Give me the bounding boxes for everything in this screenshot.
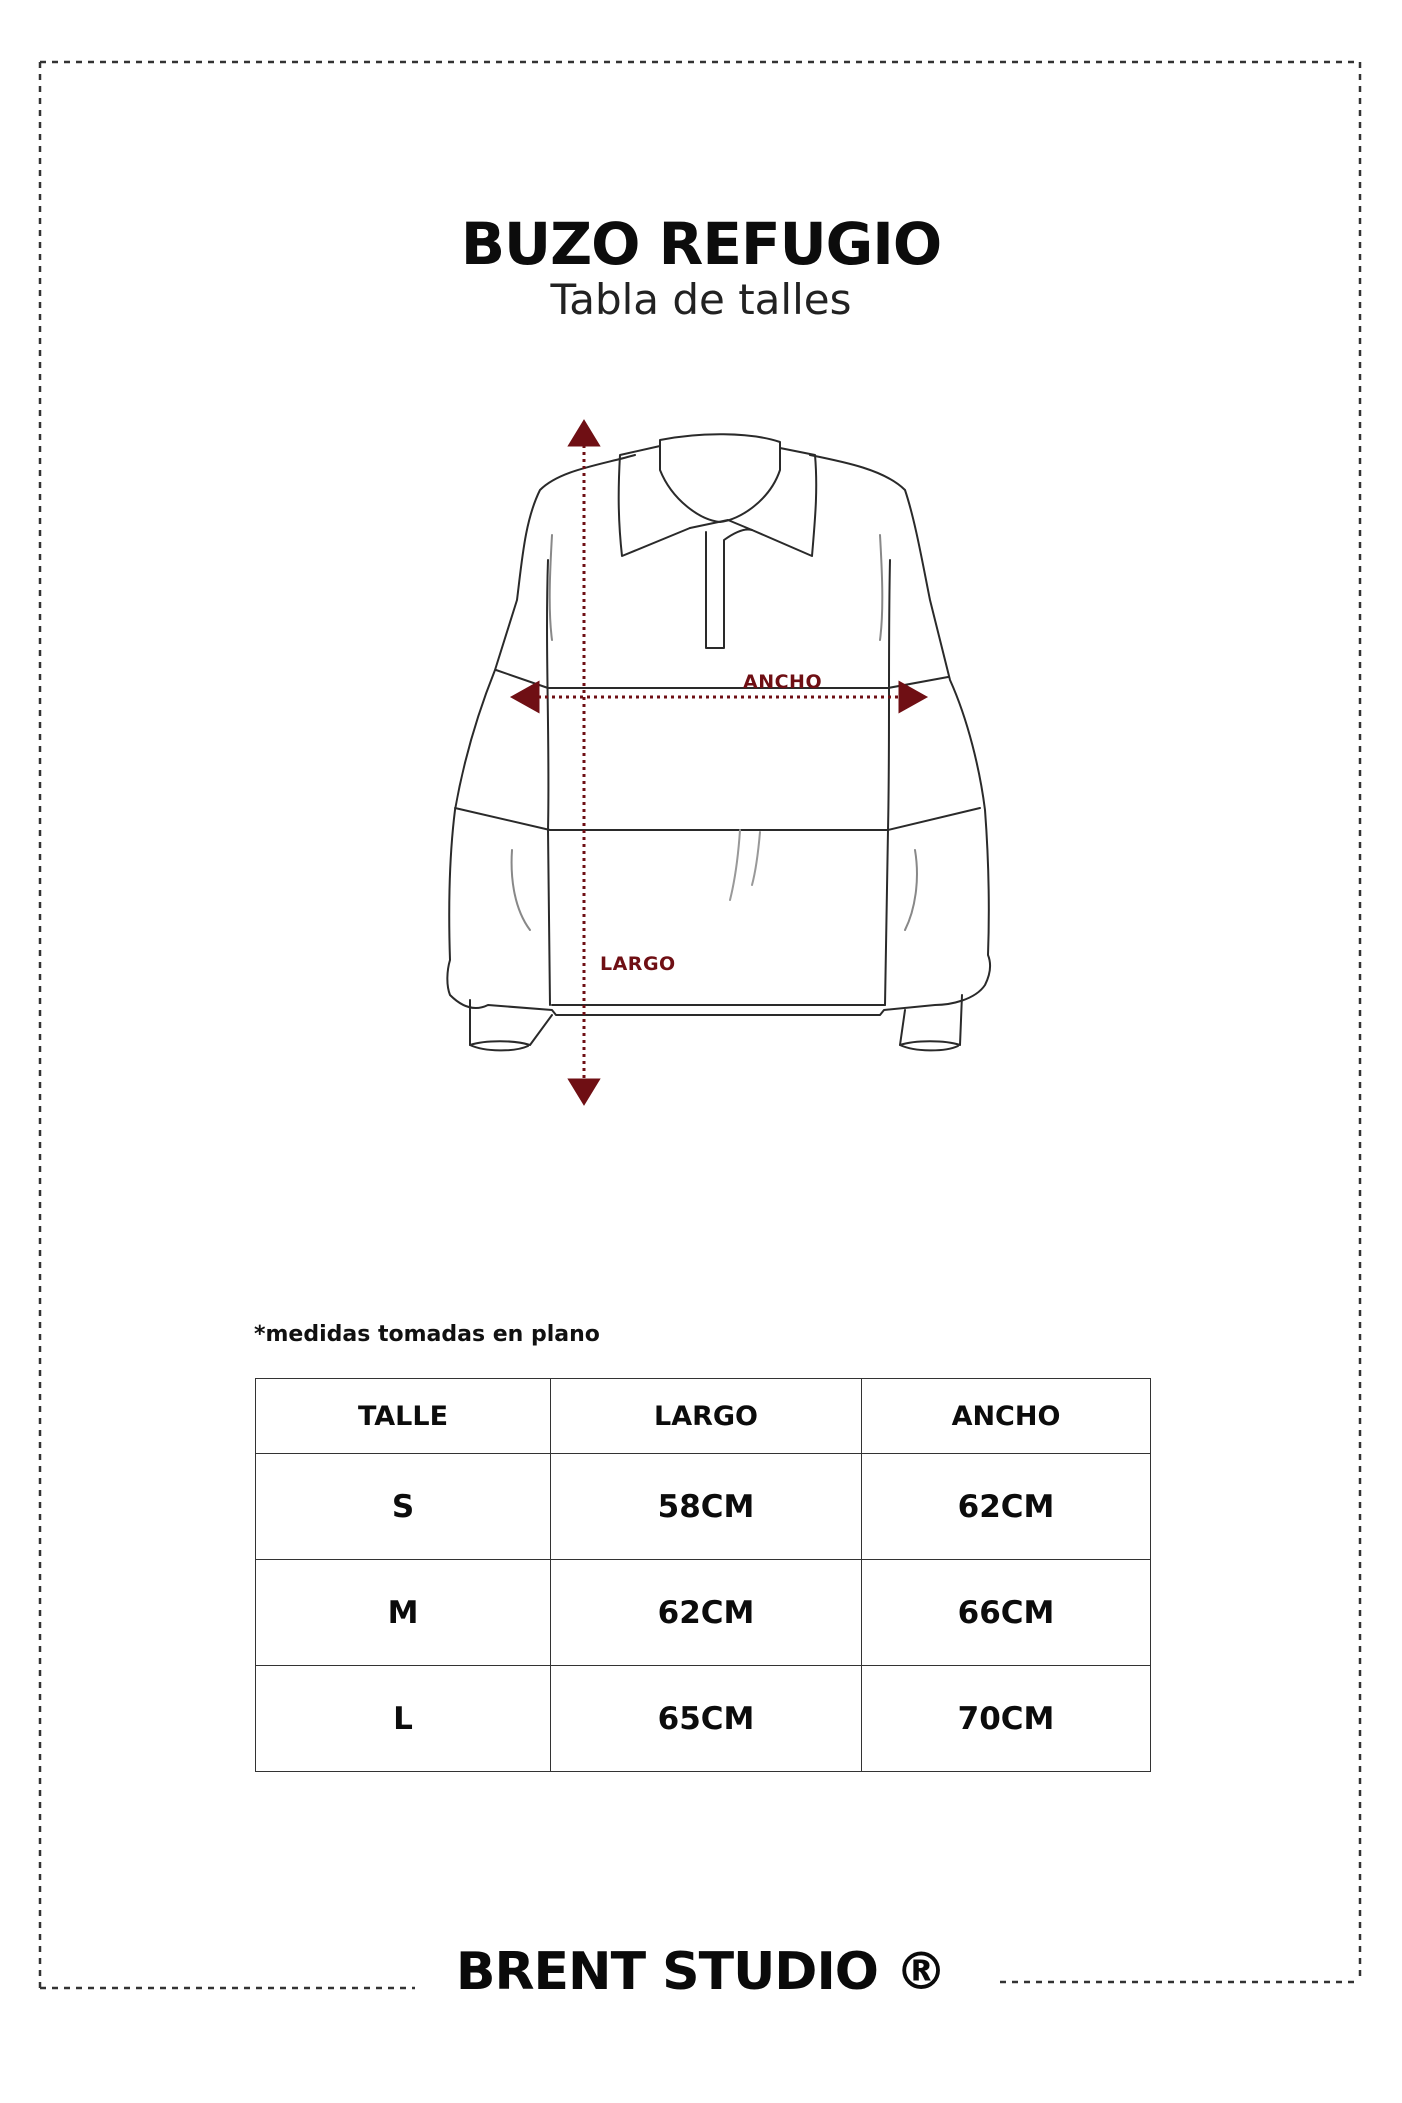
table-cell: S — [256, 1454, 551, 1560]
table-cell: 65CM — [551, 1666, 862, 1772]
column-header-length: LARGO — [551, 1379, 862, 1454]
table-header-row — [256, 1379, 1151, 1454]
brand-footer: BRENT STUDIO ® — [455, 1942, 947, 2002]
table-row — [256, 1454, 1151, 1560]
column-header-width: ANCHO — [862, 1379, 1151, 1454]
size-table — [255, 1378, 1151, 1772]
page-title: BUZO REFUGIO — [460, 210, 942, 278]
table-cell: 70CM — [862, 1666, 1151, 1772]
measurement-note: *medidas tomadas en plano — [254, 1322, 600, 1347]
length-label: LARGO — [600, 953, 676, 975]
column-header-size: TALLE — [256, 1379, 551, 1454]
table-cell: 66CM — [862, 1560, 1151, 1666]
table-cell: 58CM — [551, 1454, 862, 1560]
sweatshirt-outline-icon — [430, 415, 1010, 1115]
table-cell: 62CM — [551, 1560, 862, 1666]
table-row — [256, 1666, 1151, 1772]
page-subtitle: Tabla de talles — [550, 275, 852, 324]
width-label: ANCHO — [743, 671, 823, 693]
table-row — [256, 1560, 1151, 1666]
table-cell: L — [256, 1666, 551, 1772]
table-cell: M — [256, 1560, 551, 1666]
table-cell: 62CM — [862, 1454, 1151, 1560]
